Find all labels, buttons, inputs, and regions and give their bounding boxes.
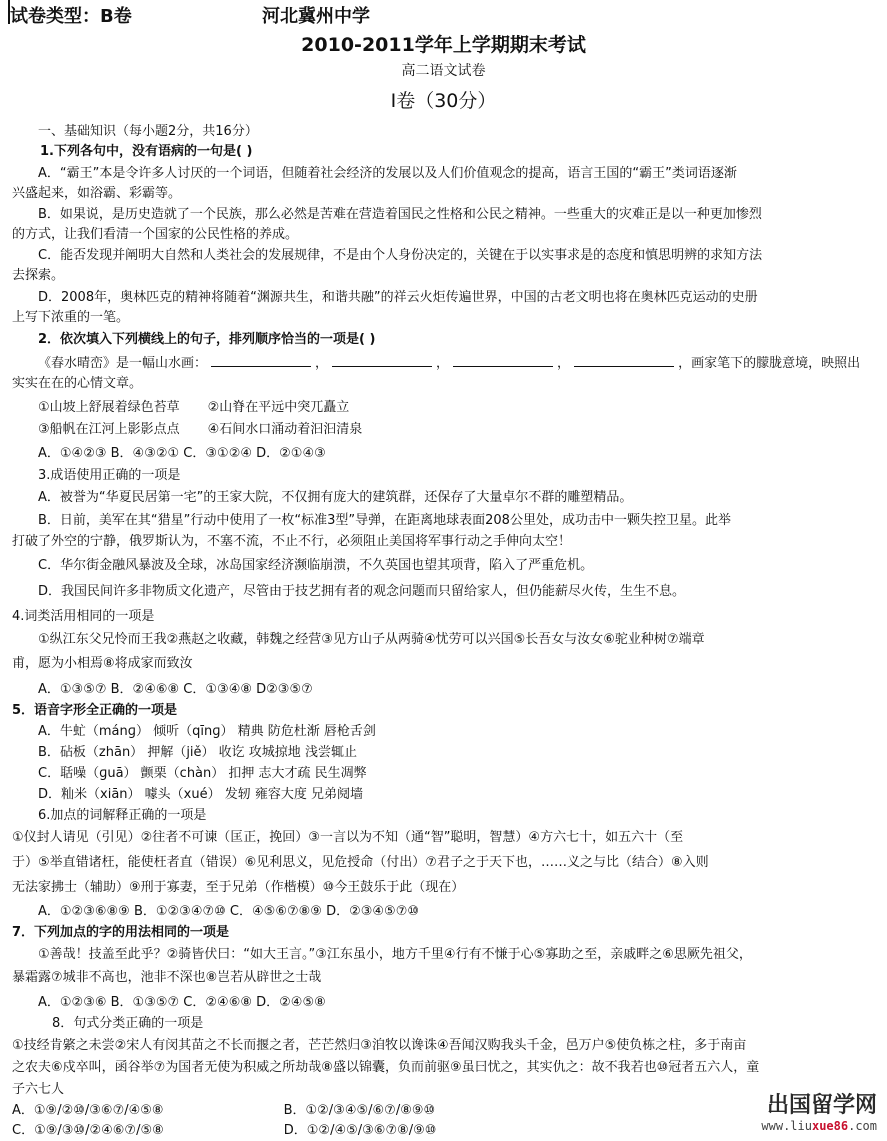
q2-choices: A．①④②③ B．④③②① C．③①②④ D．②①④③ <box>38 446 326 461</box>
question-3-stem: 3.成语使用正确的一项是 <box>38 468 181 483</box>
q1-option-d: D．2008年，奥林匹克的精神将随着“渊源共生，和谐共融”的祥云火炬传遍世界，中国的古老文明也将在奥林匹克运动的史册 <box>38 290 758 305</box>
q5-option-b: B．砧板（zhān） 押解（jiě） 收讫 攻城掠地 浅尝辄止 <box>38 745 357 760</box>
q8-text-3: 子六七人 <box>12 1082 65 1097</box>
question-6-stem: 6.加点的词解释正确的一项是 <box>38 808 207 823</box>
q8-text-1: ①技经肯綮之未尝②宋人有闵其苗之不长而揠之者，芒芒然归③洎牧以谗诛④吾闻汉购我头千金，邑万户⑤使负栋之柱，多于南亩 <box>12 1038 747 1053</box>
q2-passage: 《春水晴峦》是一幅山水画： ， ， ， ，画家笔下的朦胧意境，映照出 <box>38 352 879 374</box>
fill-blank <box>211 352 311 367</box>
q2-items-1: ①山坡上舒展着绿色苔草 ②山脊在平远中突兀矗立 <box>38 400 350 415</box>
q1-option-c-cont: 去探索。 <box>12 268 65 283</box>
q5-option-d: D．籼米（xiān） 噱头（xué） 发轫 雍容大度 兄弟阋墙 <box>38 787 363 802</box>
q1-option-c: C．能否发现并阐明大自然和人类社会的发展规律，不是由个人身份决定的，关键在于以实事求是的态度和慎思明辨的求知方法 <box>38 248 763 263</box>
q7-text: ①善哉！技盖至此乎？②骑皆伏曰：“如大王言。”③江东虽小，地方千里④行有不慊于心⑤寡助之至，亲戚畔之⑥思厥先祖父， <box>38 947 752 962</box>
q8-choices-ab: A．①⑨/②⑩/③⑥⑦/④⑤⑧ B．①②/③④⑤/⑥⑦/⑧⑨⑩ <box>12 1103 436 1118</box>
question-5-stem: 5．语音字形全正确的一项是 <box>12 703 178 718</box>
q8-choices-cd: C．①⑨/③⑩/②④⑥⑦/⑤⑧ D．①②/④⑤/③⑥⑦⑧/⑨⑩ <box>12 1123 437 1138</box>
q6-text-1: ①仪封人请见（引见）②往者不可谏（匡正，挽回）③一言以为不知（通“智”聪明，智慧）④方六七十，如五六十（至 <box>12 830 684 845</box>
q2-items-2: ③船帆在江河上影影点点 ④石间水口涌动着汩汩清泉 <box>38 422 363 437</box>
q7-text-cont: 暴霜露⑦城非不高也，池非不深也⑧岂若从辟世之士哉 <box>12 970 322 985</box>
q3-option-b-cont: 打破了外空的宁静，俄罗斯认为，不塞不流，不止不行，必须阻止美国将军事行动之手伸向太空！ <box>12 534 572 549</box>
q4-text-cont: 甫，愿为小相焉⑧将成家而致汝 <box>12 656 193 671</box>
q6-text-2: 于）⑤举直错诸枉，能使枉者直（错误）⑥见利思义，见危授命（付出）⑦君子之于天下也，……义之与比（结合）⑧入则 <box>12 855 709 870</box>
q2-passage-tail: 画家笔下的朦胧意境，映照出 <box>691 356 861 371</box>
q7-choices: A．①②③⑥ B．①③⑤⑦ C．②④⑥⑧ D．②④⑤⑧ <box>38 995 326 1010</box>
q2-passage-lead: 《春水晴峦》是一幅山水画： <box>38 356 208 371</box>
question-4-stem: 4.词类活用相同的一项是 <box>12 609 155 624</box>
q3-option-a: A．被誉为“华夏民居第一宅”的王家大院，不仅拥有庞大的建筑群，还保存了大量卓尔不群的雕塑精品。 <box>38 490 633 505</box>
q2-passage-cont: 实实在在的心情文章。 <box>12 376 143 391</box>
q1-option-d-cont: 上写下浓重的一笔。 <box>12 310 130 325</box>
school-name: 河北冀州中学 <box>262 6 370 27</box>
q1-option-a: A．“霸王”本是令许多人讨厌的一个词语，但随着社会经济的发展以及人们价值观念的提高，语言王国的“霸王”类词语逐渐 <box>38 166 737 181</box>
question-8-stem: 8．句式分类正确的一项是 <box>52 1016 204 1031</box>
q6-text-3: 无法家拂士（辅助）⑨刑于寡妻，至于兄弟（作楷模）⑩今王鼓乐于此（现在） <box>12 880 465 895</box>
part-title: I卷（30分） <box>390 90 497 112</box>
question-7-stem: 7．下列加点的字的用法相同的一项是 <box>12 925 230 940</box>
question-1-stem: 1.下列各句中，没有语病的一句是( ) <box>40 144 253 159</box>
q6-choices: A．①②③⑥⑧⑨ B．①②③④⑦⑩ C．④⑤⑥⑦⑧⑨ D．②③④⑤⑦⑩ <box>38 904 419 919</box>
exam-title: 2010-2011学年上学期期末考试 <box>301 34 586 56</box>
q1-option-b-cont: 的方式，让我们看清一个国家的公民性格的养成。 <box>12 227 299 242</box>
paper-type: 试卷类型：B卷 <box>10 6 132 27</box>
fill-blank <box>574 352 674 367</box>
q3-option-c: C．华尔街金融风暴波及全球，冰岛国家经济濒临崩溃，不久英国也望其项背，陷入了严重危机。 <box>38 558 594 573</box>
question-2-stem: 2．依次填入下列横线上的句子，排列顺序恰当的一项是( ) <box>38 332 376 347</box>
watermark-logo: 出国留学网 www.liuxue86.com <box>761 1093 877 1133</box>
q8-text-2: 之农夫⑥戍卒叫，函谷举⑦为国者无使为积威之所劫哉⑧盛以锦囊，负而前驱⑨虽曰忧之，其实仇之：故不我若也⑩冠者五六人，童 <box>12 1060 760 1075</box>
q1-option-b: B．如果说，是历史造就了一个民族，那么必然是苦难在营造着国民之性格和公民之精神。一些重大的灾难正是以一种更加惨烈 <box>38 207 762 222</box>
fill-blank <box>453 352 553 367</box>
q1-option-a-cont: 兴盛起来，如浴霸、彩霸等。 <box>12 186 182 201</box>
q3-option-d: D．我国民间许多非物质文化遗产，尽管由于技艺拥有者的观念问题而只留给家人，但仍能薪尽火传，生生不息。 <box>38 584 686 599</box>
paper-subtitle: 高二语文试卷 <box>401 63 486 79</box>
q3-option-b: B．日前，美军在其“猎星”行动中使用了一枚“标准3型”导弹，在距离地球表面208公里处，成功击中一颗失控卫星。此举 <box>38 513 731 528</box>
q4-text: ①纵江东父兄怜而王我②燕赵之收藏，韩魏之经营③见方山子从两骑④忧劳可以兴国⑤长吾女与汝女⑥驼业种树⑦端章 <box>38 632 705 647</box>
q4-choices: A．①③⑤⑦ B．②④⑥⑧ C．①③④⑧ D②③⑤⑦ <box>38 682 313 697</box>
q5-option-c: C．聒噪（ɡuā） 颤栗（chàn） 扣押 志大才疏 民生凋弊 <box>38 766 367 781</box>
fill-blank <box>332 352 432 367</box>
q5-option-a: A．牛虻（mánɡ） 倾听（qīnɡ） 精典 防危杜渐 唇枪舌剑 <box>38 724 376 739</box>
section-heading: 一、基础知识（每小题2分，共16分） <box>38 124 258 139</box>
